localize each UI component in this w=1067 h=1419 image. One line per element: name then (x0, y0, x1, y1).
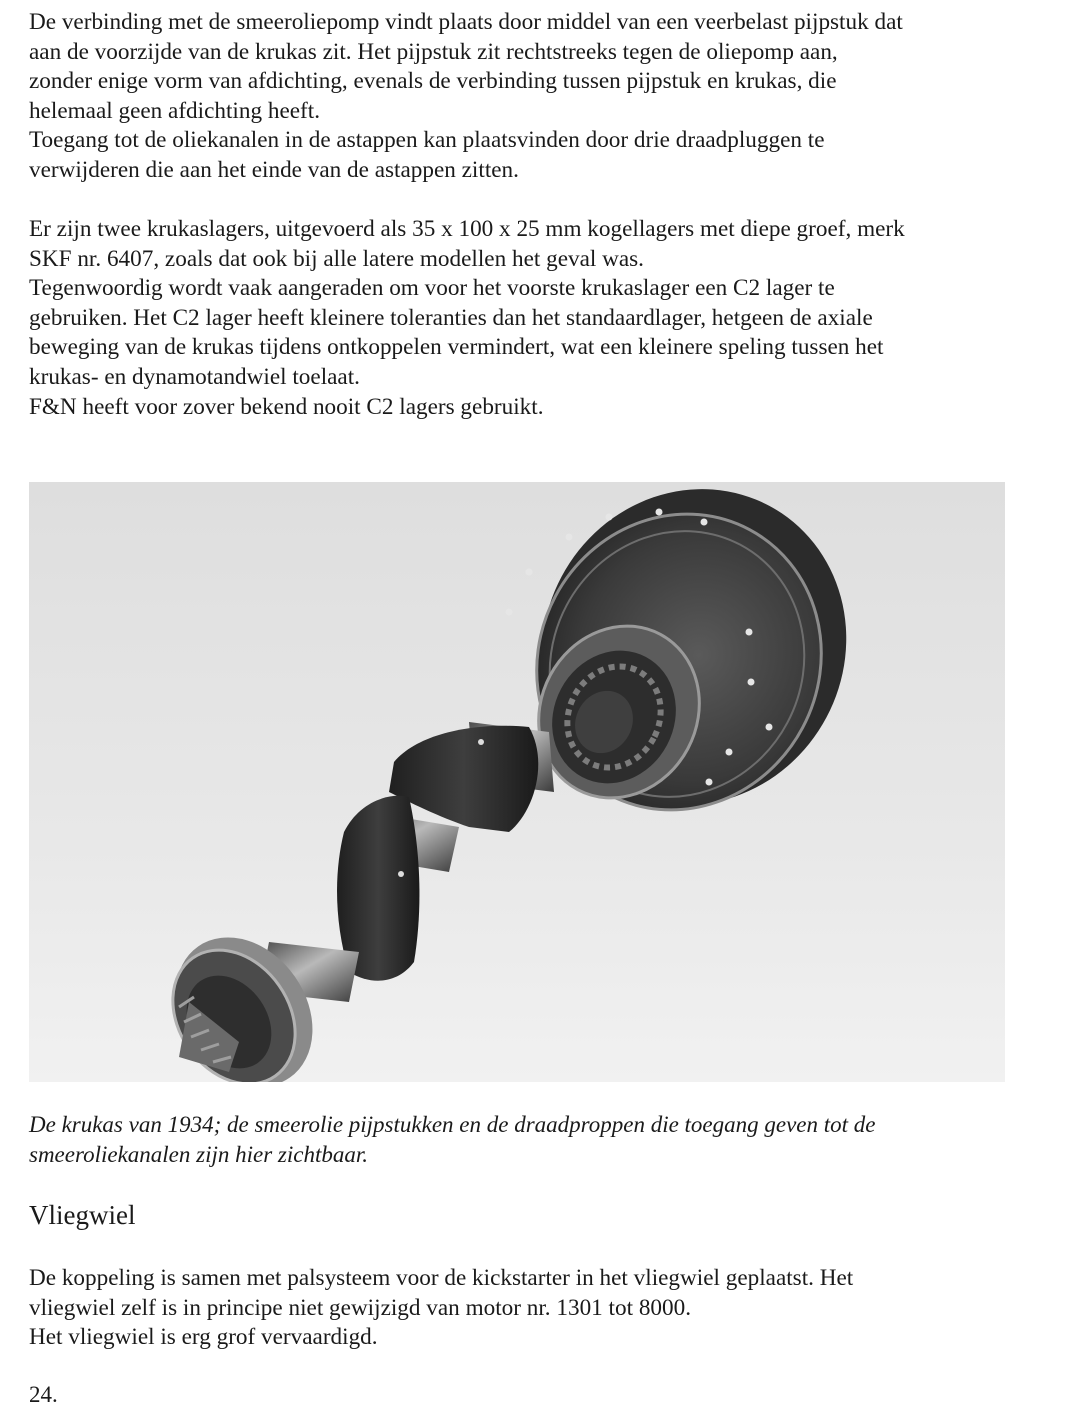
crankshaft-photo (29, 482, 1005, 1082)
text-line: SKF nr. 6407, zoals dat ook bij alle latere modellen het geval was. (29, 245, 644, 272)
section-heading: Vliegwiel (29, 1200, 136, 1230)
text-line: vliegwiel zelf is in principe niet gewijzigd van motor nr. 1301 tot 8000. (29, 1294, 691, 1321)
text-line: De verbinding met de smeeroliepomp vindt plaats door middel van een veerbelast pijpstuk dat (29, 9, 903, 35)
text-line: beweging van de krukas tijdens ontkoppelen vermindert, wat een kleinere speling tussen het (29, 334, 884, 361)
text-line: Er zijn twee krukaslagers, uitgevoerd als 35 x 100 x 25 mm kogellagers met diepe groef, merk (29, 216, 905, 242)
caption-line: smeeroliekanalen zijn hier zichtbaar. (29, 1142, 368, 1167)
paragraph-oil-pump-connection (29, 8, 1039, 186)
text-line: gebruiken. Het C2 lager heeft kleinere toleranties dan het standaardlager, hetgeen de axiale (29, 304, 873, 331)
text-line: F&N heeft voor zover bekend nooit C2 lagers gebruikt. (29, 393, 544, 420)
text-line: aan de voorzijde van de krukas zit. Het pijpstuk zit rechtstreeks tegen de oliepomp aan, (29, 38, 838, 65)
page-number: 24. (29, 1382, 58, 1407)
paragraph-crankshaft-bearings (29, 215, 1039, 422)
photo-caption (29, 1110, 1039, 1170)
text-line: verwijderen die aan het einde van de astappen zitten. (29, 156, 519, 183)
text-line: Het vliegwiel is erg grof vervaardigd. (29, 1324, 378, 1351)
paragraph-flywheel (29, 1264, 1039, 1353)
text-line: zonder enige vorm van afdichting, evenals de verbinding tussen pijpstuk en krukas, die (29, 68, 837, 95)
text-line: De koppeling is samen met palsysteem voor de kickstarter in het vliegwiel geplaatst. Het (29, 1265, 854, 1291)
text-line: helemaal geen afdichting heeft. (29, 97, 320, 124)
text-line: krukas- en dynamotandwiel toelaat. (29, 363, 360, 390)
text-line: Toegang tot de oliekanalen in de astappen kan plaatsvinden door drie draadpluggen te (29, 127, 825, 154)
text-line: Tegenwoordig wordt vaak aangeraden om voor het voorste krukaslager een C2 lager te (29, 275, 835, 302)
caption-line: De krukas van 1934; de smeerolie pijpstukken en de draadproppen die toegang geven tot de (29, 1112, 876, 1137)
